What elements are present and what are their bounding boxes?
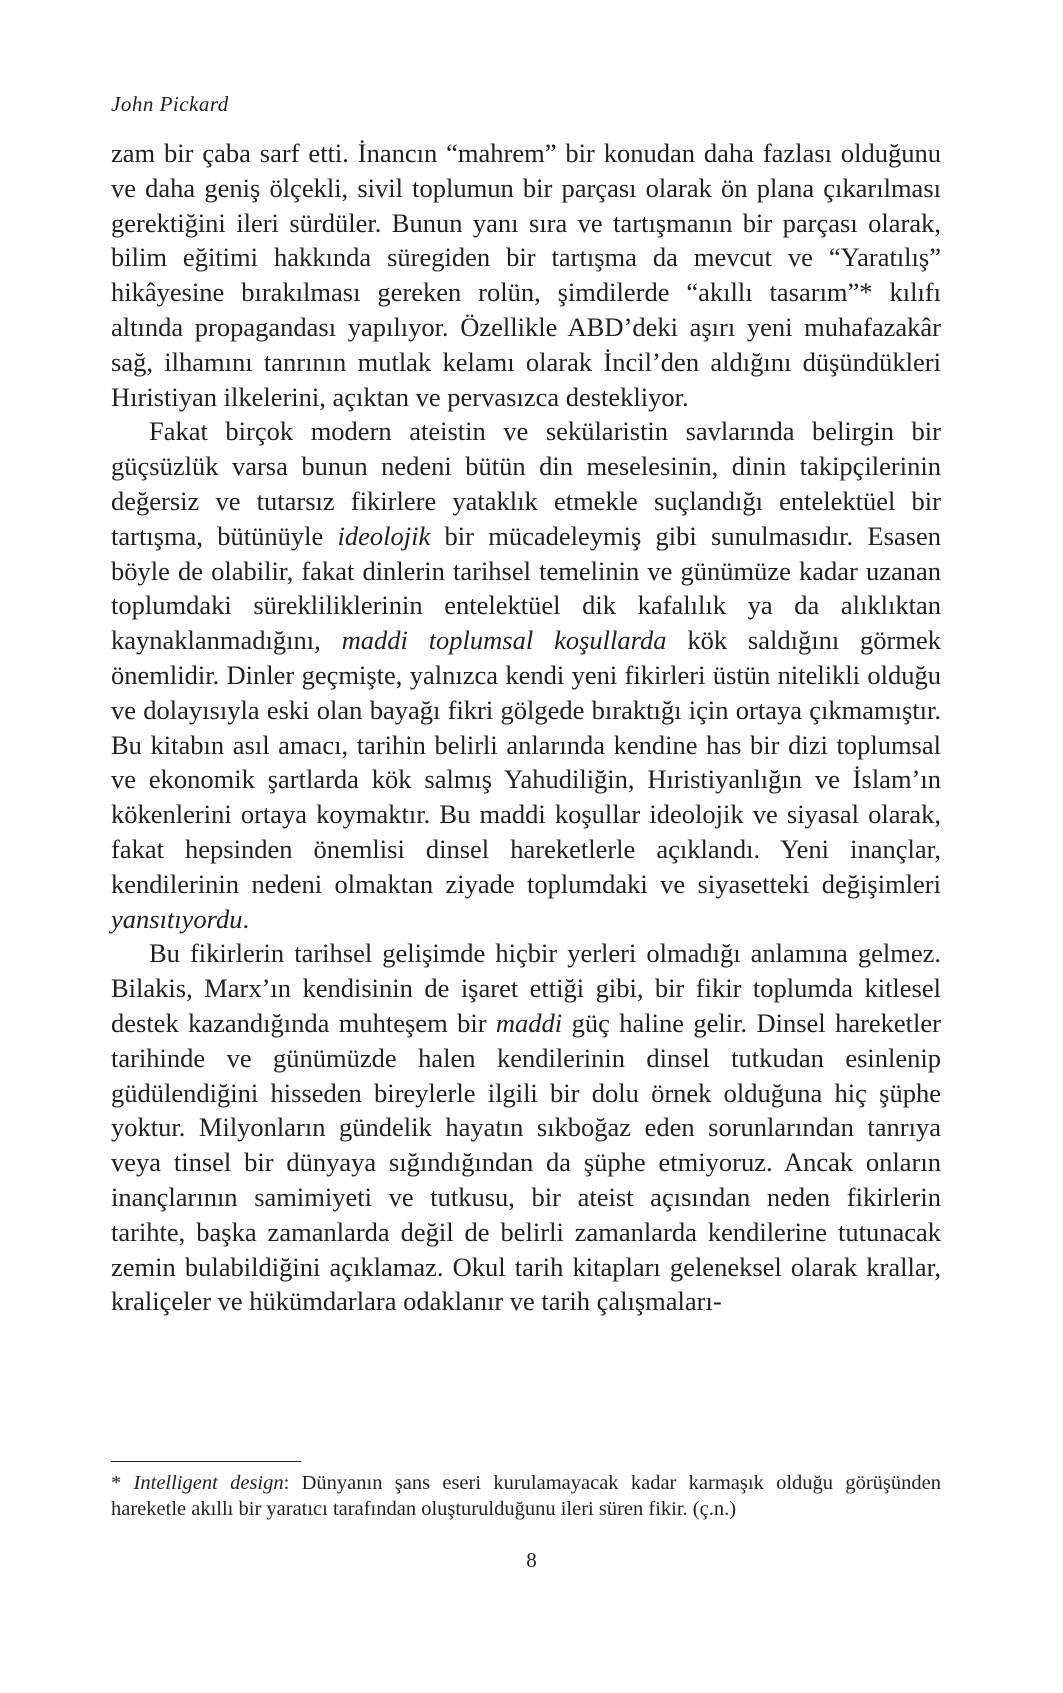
italic-maddi: maddi: [495, 1007, 563, 1038]
paragraph-3-text-b: güç haline gelir. Dinsel hareketler tarihinde ve günümüzde halen kendilerinin dinsel tutkudan esinlenip güdülendiğini hisseden bireylerle ilgili bir dolu örnek olduğuna hiç şüphe yoktur. Milyonların gündelik hayatın sıkboğaz eden sorunlarından tanrıya veya tinsel bir dünyaya sığındığından da şüphe etmiyoruz. Ancak onların inançlarının samimiyeti ve tutkusu, bir ateist açısından neden fikirlerin tarihte, başka zamanlarda değil de belirli zamanlarda kendilerine tutunacak zemin bulabildiğini açıklamaz. Okul tarih kitapları geleneksel olarak krallar, kraliçeler ve hükümdarlara odaklanır ve tarih çalışmaları-: [111, 1007, 941, 1317]
footnote-marker: *: [111, 1472, 134, 1494]
paragraph-2-text-d: .: [242, 903, 250, 934]
italic-maddi-toplumsal-kosullarda: maddi toplumsal koşullarda: [341, 625, 667, 656]
paragraph-2-text-c: kök saldığını görmek önemlidir. Dinler geçmişte, yalnızca kendi yeni fikirleri üstün nitelikli olduğu ve dolayısıyla eski olan bayağı fikri gölgede bıraktığı için ortaya çıkmamıştır. Bu kitabın asıl amacı, tarihin belirli anlarında kendine has bir dizi toplumsal ve ekonomik şartlarda kök salmış Yahudiliğin, Hıristiyanlığın ve İslam’ın kökenlerini ortaya koymaktır. Bu maddi koşullar ideolojik ve siyasal olarak, fakat hepsinden önemlisi dinsel hareketlerle açıklandı. Yeni inançlar, kendilerinin nedeni olmaktan ziyade toplumdaki ve siyasetteki değişimleri: [111, 625, 941, 899]
body-text: [111, 136, 941, 1319]
page-number: 8: [526, 1548, 537, 1572]
footnote-term: Intelligent design: [133, 1472, 284, 1494]
italic-ideolojik: ideolojik: [337, 520, 431, 551]
footnote-divider: [111, 1461, 301, 1462]
paragraph-2: [111, 414, 941, 936]
running-header-author: John Pickard: [111, 92, 229, 116]
paragraph-1: zam bir çaba sarf etti. İnancın “mahrem” bir konudan daha fazlası olduğunu ve daha geniş ölçekli, sivil toplumun bir parçası olarak ön plana çıkarılması gerektiğini ileri sürdüler. Bunun yanı sıra ve tartışmanın bir parçası olarak, bilim eğitimi hakkında süregiden bir tartışma da mevcut ve “Yaratılış” hikâyesine bırakılması gereken rolün, şimdilerde “akıllı tasarım”* kılıfı altında propagandası yapılıyor. Özellikle ABD’deki aşırı yeni muhafazakâr sağ, ilhamını tanrının mutlak kelamı olarak İncil’den aldığını düşündükleri Hıristiyan ilkelerini, açıktan ve pervasızca destekliyor.: [111, 138, 941, 412]
paragraph-2-text-b: bir mücadeleymiş gibi sunulmasıdır. Esasen böyle de olabilir, fakat dinlerin tarihsel temelinin ve günümüze kadar uzanan toplumdaki sürekliliklerinin entelektüel dik kafalılık ya da alıklıktan kaynaklanmadığını,: [111, 520, 941, 656]
italic-yansitiyordu: yansıtıyordu: [111, 903, 243, 934]
footnote: [111, 1470, 941, 1522]
paragraph-3: [111, 936, 941, 1319]
paragraph-3-text-a: Bu fikirlerin tarihsel gelişimde hiçbir yerleri olmadığı anlamına gelmez. Bilakis, Marx’ın kendisinin de işaret ettiği gibi, bir fikir toplumda kitlesel destek kazandığında muhteşem bir: [111, 938, 941, 1038]
footnote-text: : Dünyanın şans eseri kurulamayacak kadar karmaşık olduğu görüşünden hareketle akıllı bir yaratıcı tarafından oluşturulduğunu ileri süren fikir. (ç.n.): [111, 1472, 942, 1520]
paragraph-2-text-a: Fakat birçok modern ateistin ve sekülaristin savlarında belirgin bir güçsüzlük varsa bunun nedeni bütün din meselesinin, dinin takipçilerinin değersiz ve tutarsız fikirlere yataklık etmekle suçlandığı entelektüel bir tartışma, bütünüyle: [111, 416, 941, 551]
